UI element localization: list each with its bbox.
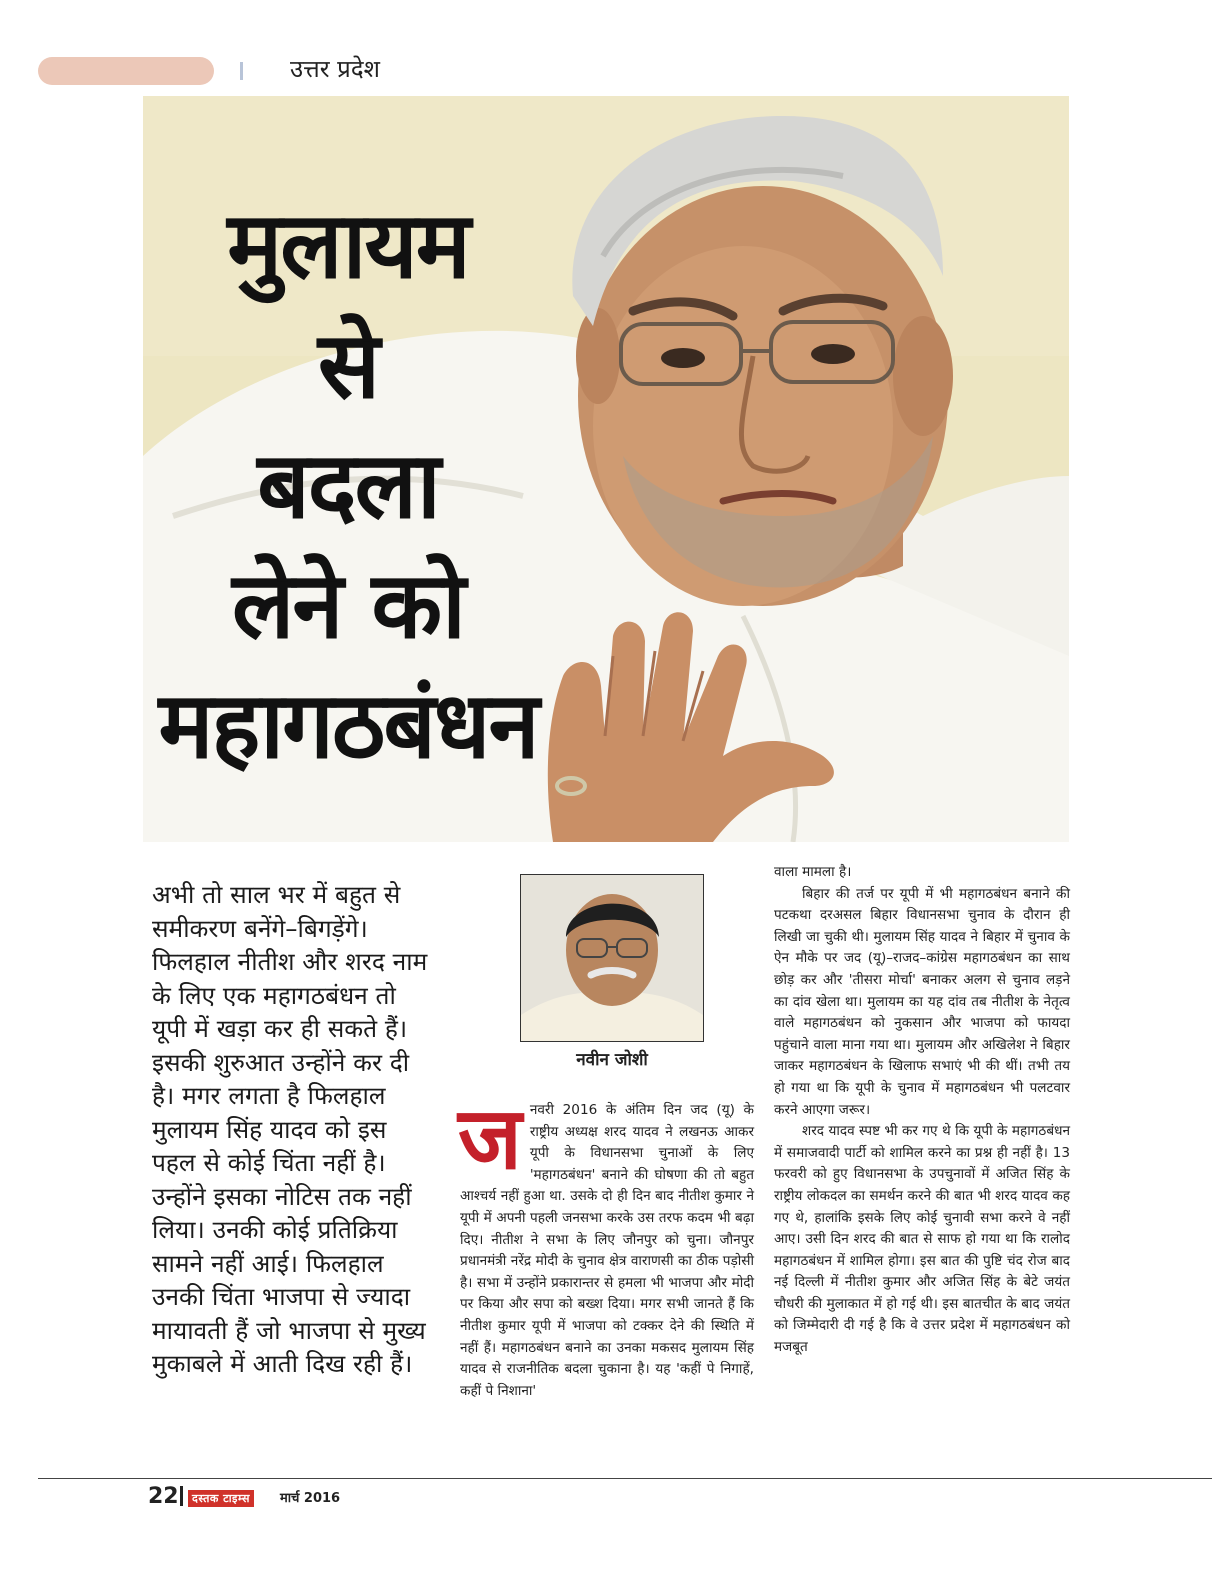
- section-tab-pill: [38, 57, 214, 85]
- headline-line-4: लेने को: [232, 552, 464, 659]
- headline-line-1: मुलायम: [227, 192, 469, 299]
- issue-date: मार्च 2016: [280, 1491, 341, 1506]
- drop-cap: ज: [458, 1089, 522, 1189]
- headline-line-2: से: [317, 312, 379, 419]
- hero-photo: [143, 96, 1069, 842]
- footer-divider: [180, 1486, 183, 1506]
- author-photo: [520, 874, 704, 1042]
- footer-rule: [38, 1478, 1212, 1479]
- section-divider: [240, 62, 243, 80]
- page-number: 22: [148, 1484, 179, 1509]
- author-name: नवीन जोशी: [576, 1050, 648, 1070]
- article-paragraph: शरद यादव स्पष्ट भी कर गए थे कि यूपी के महागठबंधन में समाजवादी पार्टी को शामिल करने का प्रश्न ही नहीं है। 13 फरवरी को हुए विधानसभा के उपचुनावों में अजित सिंह के राष्ट्रीय लोकदल का समर्थन करने की बात भी शरद यादव कह गए थे, हालांकि इसके लिए कोई चुनावी सभा करने वे नहीं आए। उसी दिन शरद की बात से साफ हो गया था कि रालोद महागठबंधन में शामिल होगा। इस बात की पुष्टि चंद रोज बाद नई दिल्ली में नीतीश कुमार और अजित सिंह के बेटे जयंत चौधरी की मुलाकात में हो गई थी। इस बातचीत के बाद जयंत को जिम्मेदारी दी गई है कि वे उत्तर प्रदेश में महागठबंधन को मजबूत: [774, 1123, 1070, 1356]
- article-paragraph: वाला मामला है।: [774, 864, 852, 880]
- headline-line-3: बदला: [257, 432, 439, 539]
- article-column-2: [774, 862, 1070, 1359]
- section-title: उत्तर प्रदेश: [290, 55, 380, 83]
- author-portrait: [521, 875, 703, 1041]
- headline: [143, 186, 553, 786]
- lead-paragraph: अभी तो साल भर में बहुत से समीकरण बनेंगे–बिगड़ेंगे। फिलहाल नीतीश और शरद नाम के लिए एक महागठबंधन तो यूपी में खड़ा कर ही सकते हैं। इसकी शुरुआत उन्होंने कर दी है। मगर लगता है फिलहाल मुलायम सिंह यादव को इस पहल से कोई चिंता नहीं है। उन्होंने इसका नोटिस तक नहीं लिया। उनकी कोई प्रतिक्रिया सामने नहीं आई। फिलहाल उनकी चिंता भाजपा से ज्यादा मायावती हैं जो भाजपा से मुख्य मुकाबले में आती दिख रही हैं।: [152, 880, 428, 1378]
- headline-line-5: महागठबंधन: [158, 672, 538, 779]
- magazine-logo: दस्तक टाइम्स: [188, 1490, 254, 1507]
- article-column-1-text: नवरी 2016 के अंतिम दिन जद (यू) के राष्ट्रीय अध्यक्ष शरद यादव ने लखनऊ आकर यूपी के विधानसभा चुनाओं के लिए 'महागठबंधन' बनाने की घोषणा की तो बहुत आश्चर्य नहीं हुआ था. उसके दो ही दिन बाद नीतीश कुमार ने यूपी में अपनी पहली जनसभा करके उस तरफ कदम भी बढ़ा दिए। नीतीश ने सभा के लिए जौनपुर को चुना। जौनपुर प्रधानमंत्री नरेंद्र मोदी के चुनाव क्षेत्र वाराणसी का ठीक पड़ोसी है। सभा में उन्होंने प्रकारान्तर से हमला भी भाजपा और मोदी पर किया और सपा को बख्श दिया। मगर सभी जानते हैं कि नीतीश कुमार यूपी में भाजपा को टक्कर देने की स्थिति में नहीं हैं। महागठबंधन बनाने का उनका मकसद मुलायम सिंह यादव से राजनीतिक बदला चुकाना है। यह 'कहीं पे निगाहें, कहीं पे निशाना': [460, 1102, 754, 1399]
- article-paragraph: बिहार की तर्ज पर यूपी में भी महागठबंधन बनाने की पटकथा दरअसल बिहार विधानसभा चुनाव के दौरान ही लिखी जा चुकी थी। मुलायम सिंह यादव ने बिहार में चुनाव के ऐन मौके पर जद (यू)–राजद–कांग्रेस महागठबंधन का साथ छोड़ कर और 'तीसरा मोर्चा' बनाकर अलग से चुनाव लड़ने का दांव खेला था। मुलायम का यह दांव तब नीतीश के नेतृत्व वाले महागठबंधन को नुकसान और भाजपा को फायदा पहुंचाने वाला माना गया था। मुलायम और अखिलेश ने बिहार जाकर महागठबंधन के खिलाफ सभाएं भी की थीं। तभी तय हो गया था कि यूपी के चुनाव में महागठबंधन भी पलटवार करने आएगा जरूर।: [774, 885, 1070, 1118]
- article-column-1: [458, 1089, 754, 1402]
